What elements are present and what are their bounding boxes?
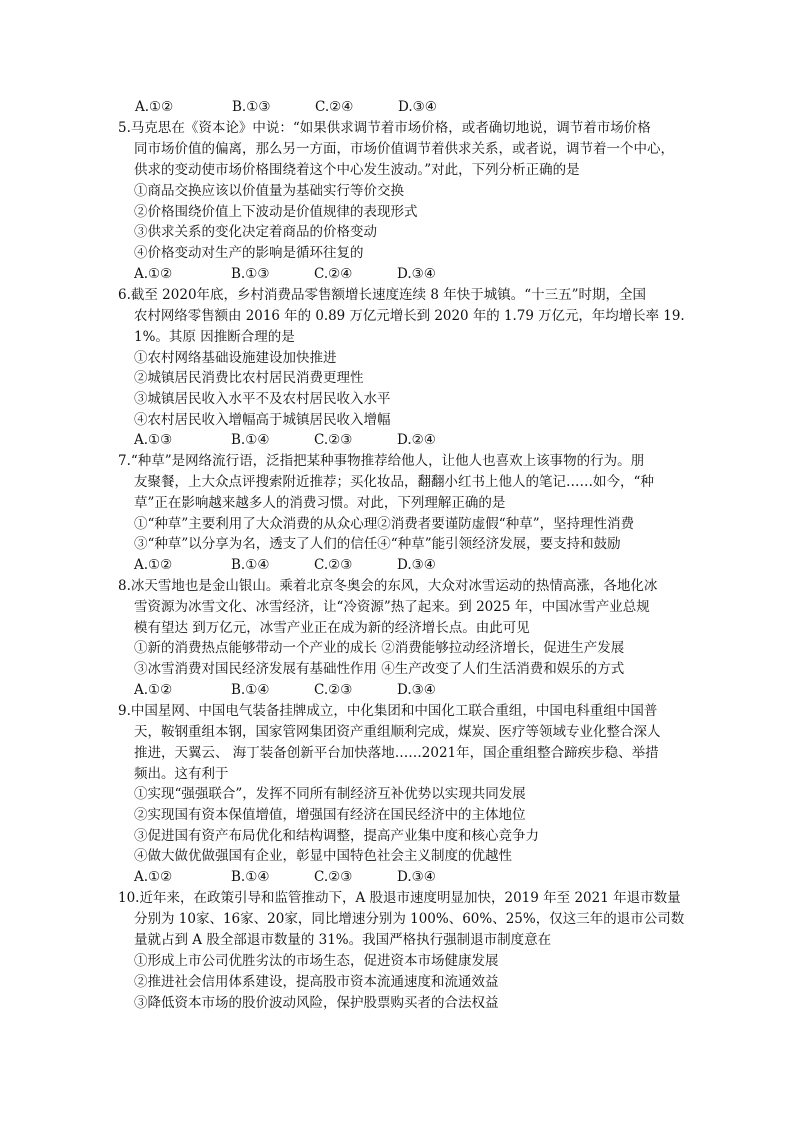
- question-5-stem-line-1: 5.马克思在《资本论》中说：“如果供求调节着市场价格，或者确切地说，调节着市场价格: [118, 120, 651, 136]
- question-9-statement-4: ④做大做优做强国有企业，彰显中国特色社会主义制度的优越性: [134, 848, 512, 864]
- question-9-stem-line-2: 天，鞍钢重组本钢，国家管网集团资产重组顺利完成，煤炭、医疗等领域专业化整合深人: [134, 724, 661, 740]
- question-6-option-a: A.①③: [134, 432, 173, 448]
- question-5-statement-4: ④价格变动对生产的影响是循环往复的: [134, 245, 364, 261]
- question-9-stem-line-1: 9.中国星网、中国电气装备挂牌成立，中化集团和中国化工联合重组，中国电科重组中国普: [118, 703, 658, 719]
- question-6-option-d: D.②④: [397, 432, 436, 448]
- q4-options: [135, 97, 735, 117]
- question-7-stem-line-2: 友聚餐，上大众点评搜索附近推荐；买化妆品，翻翻小红书上他人的笔记……如今，“种: [134, 474, 654, 490]
- question-10-stem-line-3: 量就占到 A 股全部退市数量的 31%。我国严格执行强制退市制度意在: [134, 932, 552, 948]
- question-9-statement-3: ③促进国有资产布局优化和结构调整，提高产业集中度和核心竞争力: [134, 828, 539, 844]
- question-10-statement-3: ③降低资本市场的股价波动风险，保护股票购买者的合法权益: [134, 995, 499, 1011]
- q4-option-d: D.③④: [398, 99, 437, 115]
- question-7-statements-3-4: ③“种草”以分享为名，透支了人们的信任④“种草”能引领经济发展，要支持和鼓励: [134, 536, 621, 552]
- question-6-stem-line-1: 6.截至 2020年底，乡村消费品零售额增长速度连续 8 年快于城镇。“十三五”时期，全国: [118, 287, 647, 303]
- question-5-option-a: A.①②: [134, 266, 173, 282]
- question-7-options: [134, 555, 734, 575]
- q4-option-b: B.①③: [232, 99, 271, 115]
- q4-option-c: C.②④: [315, 99, 354, 115]
- question-9-statement-1: ①实现“强强联合”，发挥不同所有制经济互补优势以实现共同发展: [134, 786, 526, 802]
- question-6-stem-line-2: 农村网络零售额由 2016 年的 0.89 万亿元增长到 2020 年的 1.79 万亿元，年均增长率 19.: [134, 308, 685, 324]
- question-10-stem-line-1: 10.近年来，在政策引导和监管推动下，A 股退市速度明显加快，2019 年至 2021 年退市数量: [118, 890, 681, 906]
- question-8-option-d: D.③④: [397, 682, 436, 698]
- question-7-option-d: D.③④: [397, 557, 436, 573]
- question-9-statement-2: ②实现国有资本保值增值，增强国有经济在国民经济中的主体地位: [134, 807, 526, 823]
- question-6-statement-2: ②城镇居民消费比农村居民消费更理性: [134, 370, 364, 386]
- question-5-statement-2: ②价格围绕价值上下波动是价值规律的表现形式: [134, 204, 418, 220]
- question-8-statements-1-2: ①新的消费热点能够带动一个产业的成长 ②消费能够拉动经济增长，促进生产发展: [134, 640, 625, 656]
- question-6-statement-4: ④农村居民收入增幅高于城镇居民收入增幅: [134, 412, 391, 428]
- question-5-option-c: C.②④: [314, 266, 353, 282]
- question-5-option-d: D.③④: [397, 266, 436, 282]
- question-7-option-b: B.①④: [231, 557, 270, 573]
- question-7-statements-1-2: ①“种草”主要利用了大众消费的从众心理②消费者要谨防虚假“种草”，坚持理性消费: [134, 516, 635, 532]
- question-8-option-b: B.①④: [231, 682, 270, 698]
- question-9-stem-line-4: 频出。这有利于: [134, 766, 229, 782]
- question-10-statement-1: ①形成上市公司优胜劣汰的市场生态，促进资本市场健康发展: [134, 953, 499, 969]
- question-8-statements-3-4: ③冰雪消费对国民经济发展有基础性作用 ④生产改变了人们生活消费和娱乐的方式: [134, 661, 625, 677]
- q4-option-a: A.①②: [135, 99, 174, 115]
- question-9-options: [134, 867, 734, 887]
- question-8-stem-line-1: 8.冰天雪地也是金山银山。乘着北京冬奥会的东风，大众对冰雪运动的热情高涨，各地化冰: [118, 578, 658, 594]
- question-8-options: [134, 680, 734, 700]
- question-7-option-a: A.①②: [134, 557, 173, 573]
- question-9-option-a: A.①②: [134, 869, 173, 885]
- question-8-stem-line-3: 模有望达 到万亿元，冰雪产业正在成为新的经济增长点。由此可见: [134, 620, 530, 636]
- question-9-option-d: D.③④: [397, 869, 436, 885]
- question-10-stem-line-2: 分别为 10家、16家、20家，同比增速分别为 100%、60%、25%，仅这三年的退市公司数: [134, 911, 685, 927]
- question-6-option-c: C.②③: [314, 432, 353, 448]
- question-5-statement-1: ①商品交换应该以价值量为基础实行等价交换: [134, 183, 404, 199]
- question-8-stem-line-2: 雪资源为冰雪文化、冰雪经济，让“冷资源”热了起来。到 2025 年，中国冰雪产业总规: [134, 599, 650, 615]
- question-8-option-c: C.②③: [314, 682, 353, 698]
- question-10-statement-2: ②推进社会信用体系建设，提高股市资本流通速度和流通效益: [134, 974, 499, 990]
- question-6-stem-line-3: 1%。其原 因推断合理的是: [134, 329, 295, 345]
- question-9-option-c: C.②③: [314, 869, 353, 885]
- question-7-option-c: C.②③: [314, 557, 353, 573]
- question-6-option-b: B.①④: [231, 432, 270, 448]
- question-9-stem-line-3: 推进，天翼云、 海丁装备创新平台加快落地……2021年，国企重组整合蹄疾步稳、举措: [134, 745, 659, 761]
- question-6-options: [134, 430, 734, 450]
- question-6-statement-3: ③城镇居民收入水平不及农村居民收入水平: [134, 391, 391, 407]
- question-5-option-b: B.①③: [231, 266, 270, 282]
- question-5-stem-line-3: 供求的变动使市场价格围绕着这个中心发生波动。”对此，下列分析正确的是: [134, 162, 580, 178]
- question-7-stem-line-1: 7.“种草”是网络流行语，泛指把某种事物推荐给他人，让他人也喜欢上该事物的行为。朋: [118, 453, 645, 469]
- question-5-options: [134, 264, 734, 284]
- question-6-statement-1: ①农村网络基础设施建设加快推进: [134, 350, 337, 366]
- question-5-statement-3: ③供求关系的变化决定着商品的价格变动: [134, 224, 377, 240]
- question-7-stem-line-3: 草”正在影响越来越多人的消费习惯。对此，下列理解正确的是: [134, 495, 506, 511]
- question-5-stem-line-2: 同市场价值的偏离，那么另一方面，市场价值调节着供求关系，或者说，调节着一个中心，: [134, 141, 674, 157]
- question-9-option-b: B.①④: [231, 869, 270, 885]
- question-8-option-a: A.①②: [134, 682, 173, 698]
